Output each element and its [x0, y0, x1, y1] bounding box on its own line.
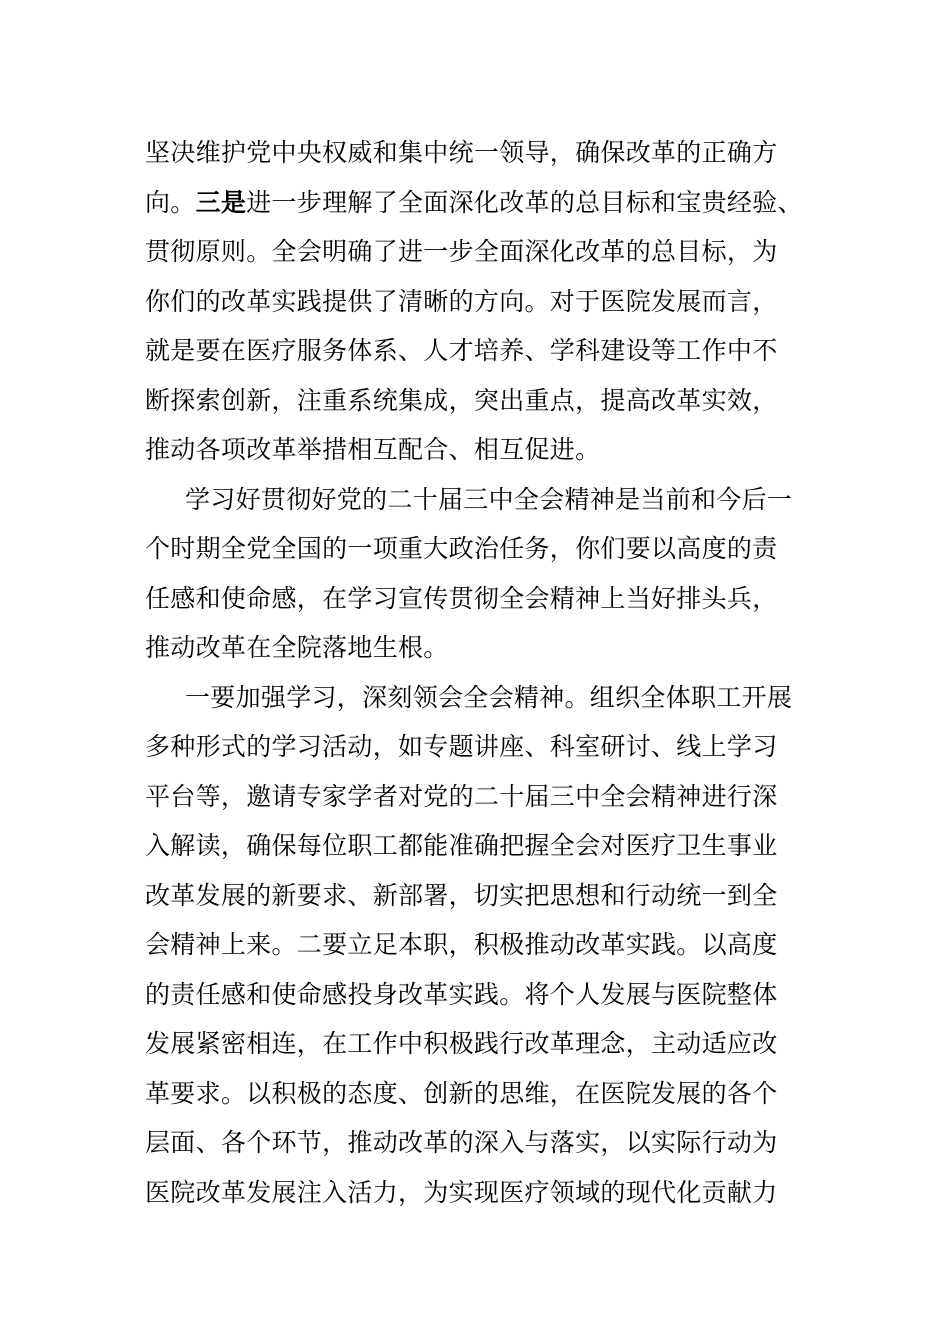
text-line: 你们的改革实践提供了清晰的方向。对于医院发展而言， [145, 286, 778, 316]
text-line: 任感和使命感，在学习宣传贯彻全会精神上当好排头兵， [145, 583, 778, 613]
text-line: 革要求。以积极的态度、创新的思维，在医院发展的各个 [145, 1078, 778, 1108]
body-text [145, 128, 825, 1217]
text-segment: 向。 [145, 187, 196, 217]
paragraph-start-line: 一要加强学习，深刻领会全会精神。组织全体职工开展 [185, 682, 793, 712]
text-line: 个时期全党全国的一项重大政治任务，你们要以高度的责 [145, 534, 778, 563]
text-line: 坚决维护党中央权威和集中统一领导，确保改革的正确方 [145, 138, 778, 167]
text-line: 入解读，确保每位职工都能准确把握全会对医疗卫生事业 [145, 831, 778, 860]
text-line: 推动各项改革举措相互配合、相互促进。 [145, 435, 601, 464]
text-line: 层面、各个环节，推动改革的深入与落实，以实际行动为 [145, 1128, 778, 1157]
text-line: 的责任感和使命感投身改革实践。将个人发展与医院整体 [145, 979, 778, 1009]
text-segment: 进一步理解了全面深化改革的总目标和宝贵经验、 [246, 187, 803, 217]
text-line: 改革发展的新要求、新部署，切实把思想和行动统一到全 [145, 880, 778, 910]
text-line [145, 178, 825, 228]
text-line: 推动改革在全院落地生根。 [145, 633, 449, 662]
text-line: 平台等，邀请专家学者对党的二十届三中全会精神进行深 [145, 781, 778, 811]
text-line: 贯彻原则。全会明确了进一步全面深化改革的总目标，为 [145, 237, 778, 266]
text-line: 发展紧密相连，在工作中积极践行改革理念，主动适应改 [145, 1029, 778, 1058]
text-line: 会精神上来。二要立足本职，积极推动改革实践。以高度 [145, 930, 778, 959]
emphasis-label: 三是 [195, 187, 247, 217]
text-line: 多种形式的学习活动，如专题讲座、科室研讨、线上学习 [145, 732, 778, 761]
text-line: 断探索创新，注重系统集成，突出重点，提高改革实效， [145, 385, 778, 415]
text-line: 医院改革发展注入活力，为实现医疗领域的现代化贡献力 [145, 1177, 778, 1207]
text-line: 就是要在医疗服务体系、人才培养、学科建设等工作中不 [145, 336, 778, 365]
paragraph-start-line: 学习好贯彻好党的二十届三中全会精神是当前和今后一 [185, 484, 793, 514]
